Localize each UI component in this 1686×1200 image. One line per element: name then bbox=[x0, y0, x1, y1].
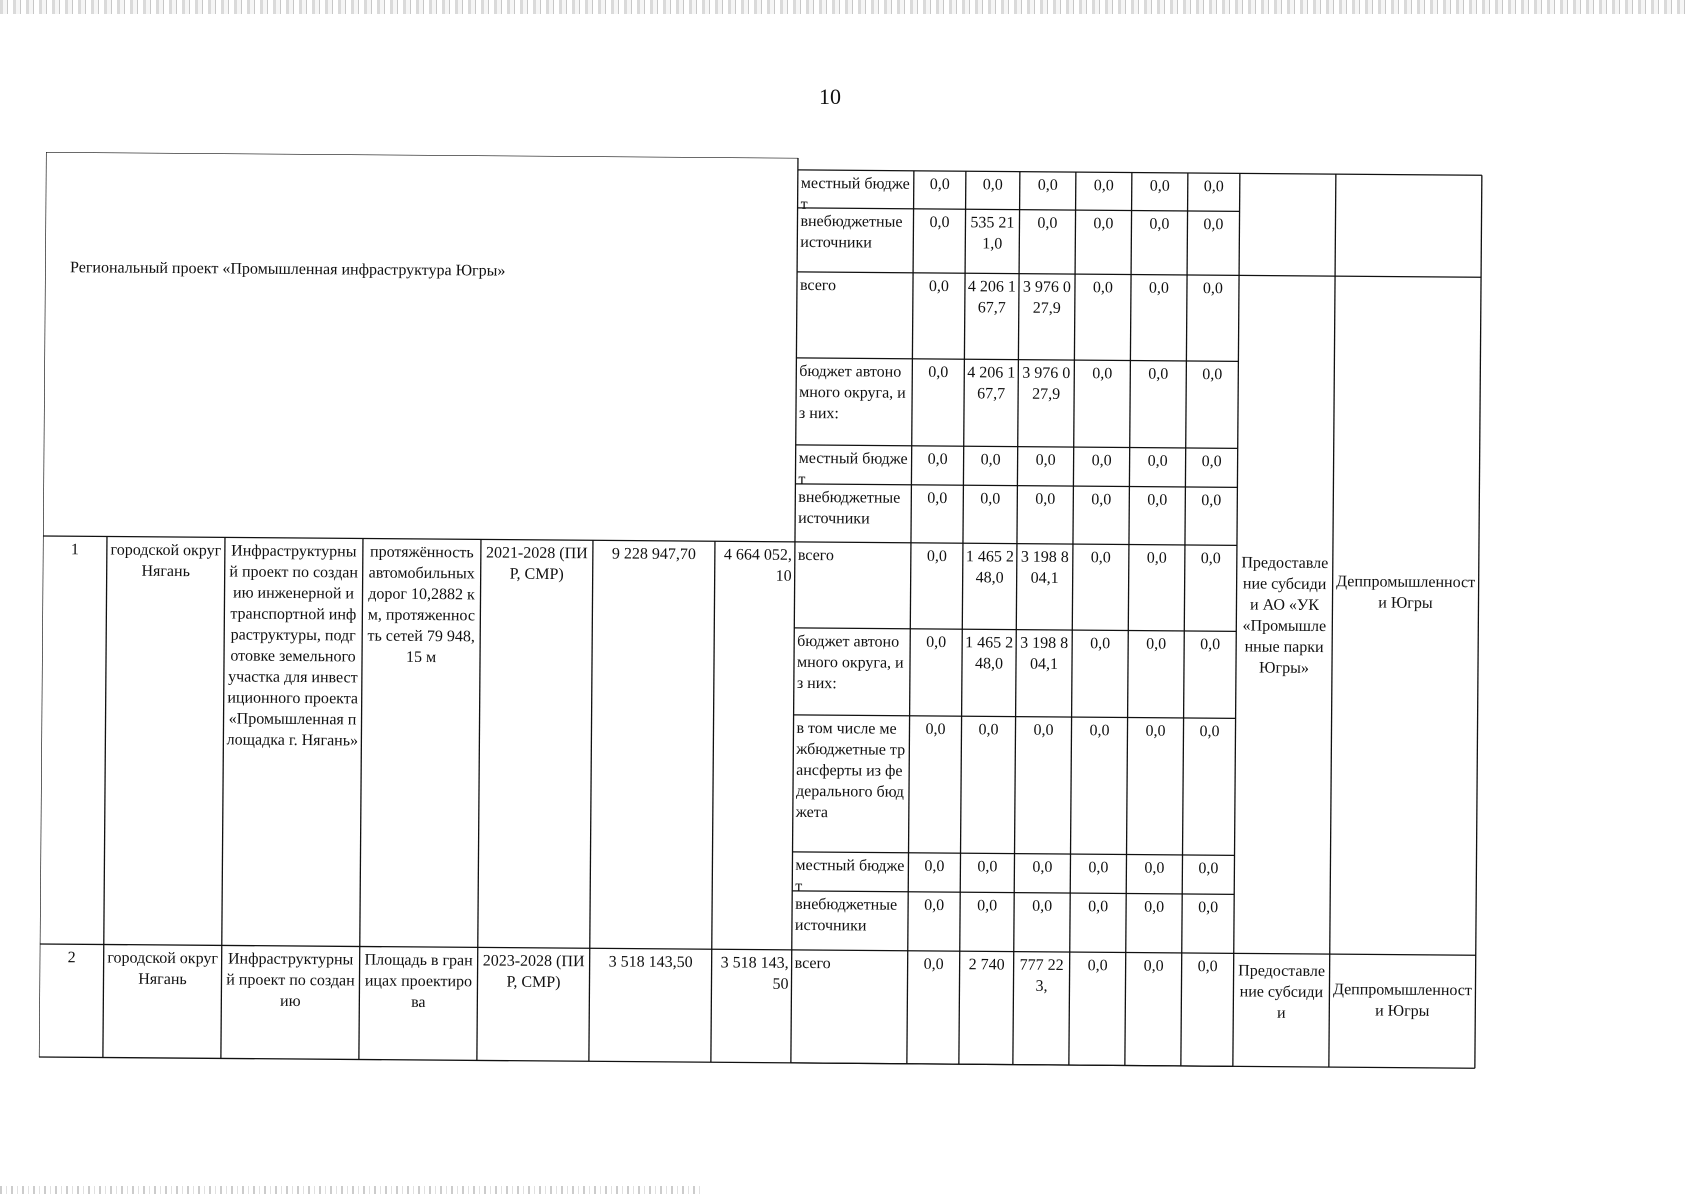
funding-value: 0,0 bbox=[1093, 177, 1114, 195]
funding-value: 0,0 bbox=[1148, 279, 1170, 297]
funding-value: 0,0 bbox=[924, 857, 945, 876]
funding-value: 0,0 bbox=[1035, 490, 1056, 508]
scan-edge-bottom bbox=[0, 1186, 700, 1194]
funding-value: 1 465 248,0 bbox=[965, 548, 1014, 587]
funding-value: 0,0 bbox=[1093, 215, 1114, 233]
funding-source-label: внебюджетные источники bbox=[798, 488, 901, 528]
funding-value: 4 206 167,7 bbox=[967, 278, 1017, 317]
funding-value: 0,0 bbox=[1144, 859, 1165, 877]
project-header: Региональный проект «Промышленная инфраструктура Югры» bbox=[70, 259, 506, 280]
item-mechanism: Предоставление субсидии bbox=[1238, 962, 1326, 1022]
funding-value: 0,0 bbox=[1200, 636, 1221, 654]
funding-value: 0,0 bbox=[1149, 215, 1170, 233]
funding-value: 0,0 bbox=[1198, 899, 1219, 917]
funding-value: 0,0 bbox=[1143, 957, 1164, 975]
funding-value: 0,0 bbox=[980, 490, 1001, 508]
funding-value: 0,0 bbox=[927, 489, 948, 508]
funding-value: 0,0 bbox=[978, 721, 999, 739]
funding-value: 0,0 bbox=[1198, 860, 1219, 878]
funding-value: 0,0 bbox=[1200, 550, 1221, 568]
funding-value: 3 198 804,1 bbox=[1020, 634, 1069, 673]
funding-value: 0,0 bbox=[1201, 453, 1222, 471]
funding-value: 0,0 bbox=[1197, 958, 1218, 976]
funding-value: 0,0 bbox=[1202, 366, 1223, 384]
funding-source-label: всего bbox=[797, 546, 834, 565]
funding-value: 0,0 bbox=[1088, 859, 1109, 877]
funding-value: 3 198 804,1 bbox=[1020, 548, 1069, 587]
funding-value: 0,0 bbox=[977, 897, 998, 915]
funding-value: 0,0 bbox=[1146, 635, 1167, 653]
funding-source-label: местный бюджет bbox=[795, 856, 905, 895]
funding-value: 0,0 bbox=[1147, 452, 1168, 470]
funding-value: 0,0 bbox=[1091, 491, 1112, 509]
funding-value: 0,0 bbox=[1087, 957, 1108, 975]
item-object: Инфраструктурный проект по созданию bbox=[226, 950, 355, 1011]
funding-source-label: местный бюджет bbox=[800, 174, 910, 213]
funding-value: 535 211,0 bbox=[970, 214, 1015, 253]
table-border-top bbox=[46, 152, 798, 158]
funding-value: 0,0 bbox=[1033, 721, 1054, 739]
funding-value: 0,0 bbox=[1203, 178, 1224, 196]
funding-source-label: бюджет автономного округа, из них: bbox=[796, 632, 904, 693]
funding-value: 3 976 027,9 bbox=[1022, 278, 1072, 317]
scan-edge-top bbox=[0, 0, 1686, 14]
funding-value: 0,0 bbox=[980, 451, 1001, 469]
item-municipality: городской округ Нягань bbox=[107, 949, 219, 989]
table-border-left bbox=[39, 152, 46, 1057]
funding-value: 0,0 bbox=[927, 450, 948, 469]
funding-value: 0,0 bbox=[982, 176, 1003, 194]
item-number: 1 bbox=[70, 541, 79, 559]
funding-value: 0,0 bbox=[928, 277, 950, 296]
col-divider bbox=[1329, 174, 1336, 1067]
row-divider bbox=[1234, 953, 1476, 955]
col-divider bbox=[1181, 173, 1188, 1066]
funding-value: 0,0 bbox=[1035, 451, 1056, 469]
item-capacity: протяжённость автомобильных дорог 10,2882 км, протяженность сетей 79 948,15 м bbox=[367, 543, 476, 667]
item-remaining-cost: 3 518 143,50 bbox=[720, 954, 789, 993]
funding-value: 0,0 bbox=[924, 896, 945, 915]
item-municipality: городской округ Нягань bbox=[110, 541, 222, 581]
funding-value: 0,0 bbox=[926, 633, 947, 652]
funding-value: 0,0 bbox=[1144, 898, 1165, 916]
funding-value: 3 976 027,9 bbox=[1022, 364, 1071, 403]
funding-source-label: внебюджетные источники bbox=[800, 212, 903, 252]
funding-value: 0,0 bbox=[928, 363, 949, 382]
funding-value: 777 223, bbox=[1019, 956, 1064, 995]
funding-value: 0,0 bbox=[977, 858, 998, 876]
funding-value: 0,0 bbox=[1145, 722, 1166, 740]
funding-value: 4 206 167,7 bbox=[967, 364, 1016, 403]
col-divider bbox=[959, 171, 966, 1064]
funding-value: 0,0 bbox=[1089, 722, 1110, 740]
item-remaining-cost: 4 664 052,10 bbox=[723, 546, 792, 585]
funding-value: 0,0 bbox=[1090, 635, 1111, 653]
funding-value: 0,0 bbox=[1037, 214, 1058, 232]
funding-value: 0,0 bbox=[1032, 897, 1053, 915]
item-responsible: Деппромышленности Югры bbox=[1332, 981, 1472, 1020]
budget-table bbox=[39, 152, 1596, 1074]
table-border-bottom bbox=[39, 1057, 1475, 1068]
funding-value: 0,0 bbox=[1149, 177, 1170, 195]
row-divider bbox=[791, 1063, 1233, 1066]
funding-value: 0,0 bbox=[923, 955, 944, 974]
item-mechanism: Предоставление субсидии АО «УК «Промышленные парки Югры» bbox=[1241, 554, 1329, 677]
funding-value: 0,0 bbox=[1147, 491, 1168, 509]
item-period: 2023-2028 (ПИР, СМР) bbox=[482, 952, 585, 992]
funding-value: 0,0 bbox=[1146, 549, 1167, 567]
funding-source-label: всего bbox=[799, 276, 837, 295]
funding-source-label: всего bbox=[794, 954, 831, 973]
item-period: 2021-2028 (ПИР, СМР) bbox=[485, 544, 588, 584]
funding-value: 1 465 248,0 bbox=[965, 634, 1014, 673]
col-divider bbox=[589, 540, 593, 1061]
funding-value: 0,0 bbox=[1088, 898, 1109, 916]
page-number: 10 bbox=[819, 84, 841, 109]
funding-value: 0,0 bbox=[1201, 492, 1222, 510]
funding-value: 0,0 bbox=[929, 175, 950, 194]
col-divider bbox=[1125, 173, 1132, 1066]
funding-value: 0,0 bbox=[1202, 280, 1224, 298]
funding-source-label: местный бюджет bbox=[798, 449, 908, 488]
item-object: Инфраструктурный проект по созданию инженерной и транспортной инфраструктуры, подготовке земельного участка для инвестиционного проекта «Промышленная площадка г. Нягань» bbox=[226, 542, 359, 750]
item-total-cost: 9 228 947,70 bbox=[611, 545, 696, 564]
table-border-right bbox=[1475, 175, 1482, 1068]
funding-value: 0,0 bbox=[1203, 216, 1224, 234]
item-responsible: Деппромышленности Югры bbox=[1336, 573, 1476, 612]
funding-source-label: внебюджетные источники bbox=[794, 895, 898, 935]
funding-value: 0,0 bbox=[1092, 279, 1114, 297]
funding-value: 0,0 bbox=[1091, 452, 1112, 470]
item-total-cost: 3 518 143,50 bbox=[608, 953, 693, 972]
funding-value: 0,0 bbox=[925, 720, 946, 739]
funding-value: 0,0 bbox=[1037, 176, 1058, 194]
funding-value: 0,0 bbox=[1092, 365, 1113, 383]
funding-value: 0,0 bbox=[1090, 549, 1111, 567]
funding-source-label: бюджет автономного округа, из них: bbox=[798, 362, 906, 423]
funding-value: 0,0 bbox=[1148, 365, 1169, 383]
funding-value: 0,0 bbox=[929, 213, 950, 232]
funding-value: 2 740 bbox=[968, 956, 1005, 974]
funding-value: 0,0 bbox=[1032, 858, 1053, 876]
item-capacity: Площадь в границах проектирова bbox=[364, 951, 473, 1012]
item-number: 2 bbox=[67, 949, 76, 967]
funding-value: 0,0 bbox=[926, 547, 947, 566]
col-divider bbox=[907, 171, 914, 1064]
funding-source-label: в том числе межбюджетные трансферты из федерального бюджета bbox=[795, 719, 906, 822]
row-divider bbox=[1239, 275, 1481, 277]
funding-value: 0,0 bbox=[1199, 723, 1220, 741]
